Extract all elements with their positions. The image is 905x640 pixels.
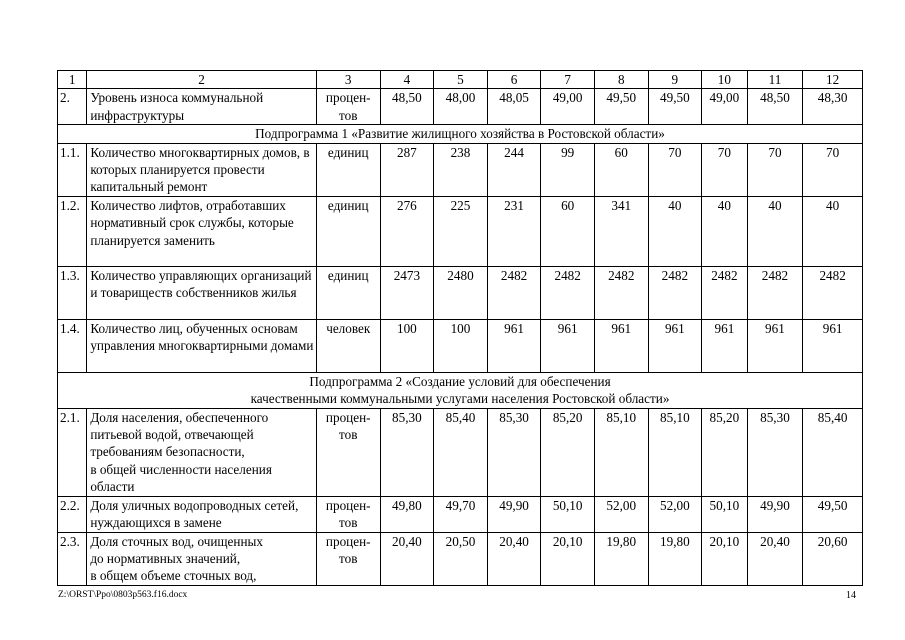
- value-cell: 99: [541, 143, 595, 196]
- indicator-name: Количество многоквартирных домов, в которых планируется провести капитальный ремонт: [87, 143, 317, 196]
- value-cell: 19,80: [648, 532, 702, 585]
- value-cell: 287: [380, 143, 434, 196]
- value-cell: 961: [487, 319, 541, 372]
- subprogram-2-heading-line1: Подпрограмма 2 «Создание условий для обеспечения: [309, 373, 611, 389]
- table-row: [58, 196, 863, 266]
- value-cell: 49,90: [747, 496, 803, 532]
- indicator-name: Количество лифтов, отработавших нормативный срок службы, которые планируется заменить: [87, 196, 317, 266]
- value-cell: 49,80: [380, 496, 434, 532]
- value-cell: 20,10: [702, 532, 748, 585]
- value-cell: 48,05: [487, 89, 541, 125]
- row-number: 1.3.: [58, 266, 87, 319]
- value-cell: 49,00: [702, 89, 748, 125]
- unit-cell: единиц: [316, 196, 380, 266]
- value-cell: 70: [747, 143, 803, 196]
- row-number: 1.1.: [58, 143, 87, 196]
- unit-cell: единиц: [316, 266, 380, 319]
- indicator-name: Доля уличных водопроводных сетей, нуждающихся в замене: [87, 496, 317, 532]
- indicator-name-line: Доля сточных вод, очищенных: [90, 533, 263, 549]
- header-cell: 3: [316, 71, 380, 89]
- value-cell: 70: [803, 143, 863, 196]
- table-row: [58, 143, 863, 196]
- indicators-table: [57, 70, 863, 586]
- table-row: [58, 266, 863, 319]
- indicator-name: Уровень износа коммунальной инфраструктуры: [87, 89, 317, 125]
- value-cell: 238: [434, 143, 488, 196]
- value-cell: 225: [434, 196, 488, 266]
- subprogram-1-heading: Подпрограмма 1 «Развитие жилищного хозяйства в Ростовской области»: [58, 125, 863, 143]
- footer-file-path: Z:\ORST\Ppo\0803p563.f16.docx: [58, 590, 188, 600]
- value-cell: 85,10: [648, 408, 702, 496]
- row-number: 1.2.: [58, 196, 87, 266]
- indicator-name-line: до нормативных значений,: [90, 550, 241, 566]
- value-cell: 961: [747, 319, 803, 372]
- value-cell: 60: [594, 143, 648, 196]
- table-row: [58, 532, 863, 585]
- value-cell: 70: [702, 143, 748, 196]
- table-header-row: [58, 71, 863, 89]
- value-cell: 20,10: [541, 532, 595, 585]
- value-cell: 49,50: [594, 89, 648, 125]
- value-cell: 52,00: [648, 496, 702, 532]
- row-number: 2.: [58, 89, 87, 125]
- value-cell: 2480: [434, 266, 488, 319]
- value-cell: 20,50: [434, 532, 488, 585]
- value-cell: 20,40: [487, 532, 541, 585]
- header-cell: 12: [803, 71, 863, 89]
- row-number: 2.1.: [58, 408, 87, 496]
- indicator-name-line: требованиям безопасности,: [90, 444, 245, 460]
- header-cell: 1: [58, 71, 87, 89]
- value-cell: 2482: [803, 266, 863, 319]
- value-cell: 49,50: [803, 496, 863, 532]
- indicator-name: [87, 408, 317, 496]
- value-cell: 60: [541, 196, 595, 266]
- value-cell: 341: [594, 196, 648, 266]
- header-cell: 6: [487, 71, 541, 89]
- value-cell: 276: [380, 196, 434, 266]
- value-cell: 40: [803, 196, 863, 266]
- value-cell: 40: [702, 196, 748, 266]
- value-cell: 2482: [702, 266, 748, 319]
- value-cell: 85,10: [594, 408, 648, 496]
- value-cell: 2482: [541, 266, 595, 319]
- unit-cell: процен-тов: [316, 532, 380, 585]
- value-cell: 49,70: [434, 496, 488, 532]
- value-cell: 961: [803, 319, 863, 372]
- unit-cell: человек: [316, 319, 380, 372]
- value-cell: 20,40: [380, 532, 434, 585]
- row-number: 2.3.: [58, 532, 87, 585]
- value-cell: 2473: [380, 266, 434, 319]
- row-number: 2.2.: [58, 496, 87, 532]
- value-cell: 70: [648, 143, 702, 196]
- subprogram-heading-row: [58, 372, 863, 408]
- indicator-name-line: в общем объеме сточных вод,: [90, 568, 257, 584]
- value-cell: 2482: [594, 266, 648, 319]
- value-cell: 85,40: [434, 408, 488, 496]
- indicator-name-line: в общей численности населения: [90, 461, 272, 477]
- table-row: [58, 319, 863, 372]
- subprogram-2-heading-line2: качественными коммунальными услугами населения Ростовской области»: [250, 391, 670, 407]
- header-cell: 9: [648, 71, 702, 89]
- table-row: [58, 408, 863, 496]
- indicator-name-line: Доля населения, обеспеченного: [90, 409, 269, 425]
- unit-cell: процен-тов: [316, 89, 380, 125]
- subprogram-heading-row: [58, 125, 863, 143]
- indicator-name-line: питьевой водой, отвечающей: [90, 427, 254, 443]
- value-cell: 100: [434, 319, 488, 372]
- value-cell: 85,30: [487, 408, 541, 496]
- value-cell: 100: [380, 319, 434, 372]
- value-cell: 244: [487, 143, 541, 196]
- indicator-name-line: области: [90, 479, 135, 495]
- value-cell: 961: [702, 319, 748, 372]
- value-cell: 2482: [648, 266, 702, 319]
- header-cell: 7: [541, 71, 595, 89]
- value-cell: 961: [541, 319, 595, 372]
- value-cell: 50,10: [702, 496, 748, 532]
- value-cell: 961: [648, 319, 702, 372]
- header-cell: 5: [434, 71, 488, 89]
- unit-cell: процен-тов: [316, 408, 380, 496]
- unit-cell: единиц: [316, 143, 380, 196]
- indicator-name: [87, 532, 317, 585]
- table-row: [58, 89, 863, 125]
- value-cell: 20,40: [747, 532, 803, 585]
- indicator-name: Количество управляющих организаций и товариществ собственников жилья: [87, 266, 317, 319]
- value-cell: 20,60: [803, 532, 863, 585]
- unit-cell: процен-тов: [316, 496, 380, 532]
- value-cell: 50,10: [541, 496, 595, 532]
- table-row: [58, 496, 863, 532]
- value-cell: 40: [648, 196, 702, 266]
- header-cell: 8: [594, 71, 648, 89]
- value-cell: 49,00: [541, 89, 595, 125]
- value-cell: 85,20: [541, 408, 595, 496]
- value-cell: 48,30: [803, 89, 863, 125]
- value-cell: 40: [747, 196, 803, 266]
- value-cell: 48,00: [434, 89, 488, 125]
- subprogram-2-heading: [58, 372, 863, 408]
- header-cell: 11: [747, 71, 803, 89]
- header-cell: 4: [380, 71, 434, 89]
- value-cell: 231: [487, 196, 541, 266]
- indicator-name: Количество лиц, обученных основам управления многоквартирными домами: [87, 319, 317, 372]
- value-cell: 85,20: [702, 408, 748, 496]
- value-cell: 52,00: [594, 496, 648, 532]
- value-cell: 85,40: [803, 408, 863, 496]
- value-cell: 2482: [747, 266, 803, 319]
- header-cell: 2: [87, 71, 317, 89]
- row-number: 1.4.: [58, 319, 87, 372]
- page-number: 14: [846, 590, 856, 601]
- value-cell: 48,50: [380, 89, 434, 125]
- value-cell: 19,80: [594, 532, 648, 585]
- value-cell: 48,50: [747, 89, 803, 125]
- value-cell: 2482: [487, 266, 541, 319]
- header-cell: 10: [702, 71, 748, 89]
- value-cell: 85,30: [747, 408, 803, 496]
- value-cell: 49,90: [487, 496, 541, 532]
- value-cell: 85,30: [380, 408, 434, 496]
- value-cell: 49,50: [648, 89, 702, 125]
- value-cell: 961: [594, 319, 648, 372]
